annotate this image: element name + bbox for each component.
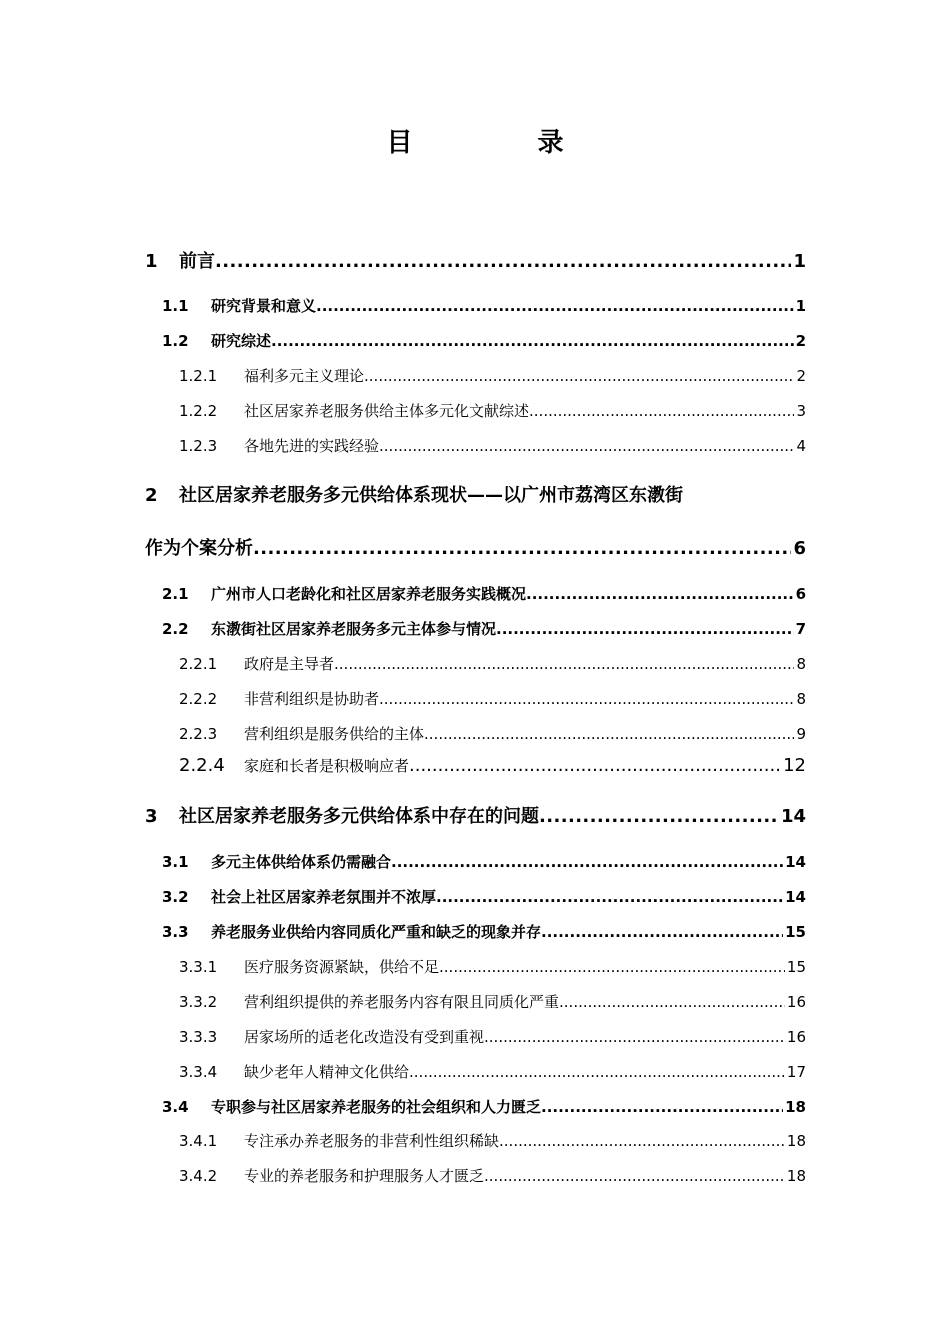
toc-entry-3-1[interactable] (162, 851, 806, 872)
toc-entry-3-3-1[interactable] (179, 956, 806, 977)
toc-leader (253, 538, 791, 559)
toc-page: 18 (786, 1167, 806, 1185)
toc-number: 1.2 (162, 332, 189, 350)
toc-label: 非营利组织是协助者 (244, 690, 380, 708)
toc-number: 3.3.2 (179, 993, 218, 1011)
toc-entry-2-2-4[interactable] (179, 755, 806, 776)
toc-label: 社区居家养老服务多元供给体系现状——以广州市荔湾区东漖街 (179, 485, 683, 506)
toc-entry-2-continuation[interactable] (145, 534, 806, 560)
toc-entry-1-1[interactable] (162, 295, 806, 316)
toc-label: 专业的养老服务和护理服务人才匮乏 (244, 1167, 485, 1185)
toc-leader (316, 297, 794, 315)
toc-page: 6 (793, 538, 806, 559)
toc-number: 2.2.3 (179, 725, 218, 743)
toc-entry-1-2-3[interactable] (179, 435, 806, 456)
toc-entry-1-2-1[interactable] (179, 365, 806, 386)
toc-number: 1 (145, 251, 158, 272)
toc-leader (559, 993, 785, 1011)
toc-page: 4 (796, 437, 806, 455)
toc-entry-1[interactable] (145, 247, 806, 273)
toc-label: 社区居家养老服务供给主体多元化文献综述 (244, 402, 530, 420)
toc-entry-1-2-2[interactable] (179, 400, 806, 421)
toc-entry-3-4-1[interactable] (179, 1130, 806, 1151)
toc-leader (541, 1098, 783, 1116)
toc-label: 福利多元主义理论 (244, 367, 365, 385)
toc-page: 18 (786, 1132, 806, 1150)
toc-entry-2-2-1[interactable] (179, 653, 806, 674)
toc-label: 多元主体供给体系仍需融合 (211, 853, 392, 871)
toc-number: 3.4.1 (179, 1132, 218, 1150)
toc-label: 研究综述 (211, 332, 272, 350)
toc-label: 政府是主导者 (244, 655, 335, 673)
toc-number: 1.2.2 (179, 402, 218, 420)
toc-entry-1-2[interactable] (162, 330, 806, 351)
toc-number: 1.2.1 (179, 367, 218, 385)
toc-leader (436, 888, 783, 906)
toc-label: 养老服务业供给内容同质化严重和缺乏的现象并存 (211, 923, 542, 941)
toc-page: 16 (786, 1028, 806, 1046)
toc-label: 各地先进的实践经验 (244, 437, 380, 455)
toc-entry-3-3-4[interactable] (179, 1061, 806, 1082)
toc-leader (541, 923, 783, 941)
toc-number: 2.2.2 (179, 690, 218, 708)
toc-leader (271, 332, 794, 350)
toc-entry-3-4-2[interactable] (179, 1165, 806, 1186)
toc-entry-2-1[interactable] (162, 583, 806, 604)
toc-number: 3.4.2 (179, 1167, 218, 1185)
toc-leader (484, 1028, 785, 1046)
toc-leader (499, 1132, 785, 1150)
toc-number: 3.3 (162, 923, 189, 941)
toc-leader (484, 1167, 785, 1185)
toc-page: 16 (786, 993, 806, 1011)
page-title: 目 录 (386, 128, 622, 158)
toc-entry-2-2-3[interactable] (179, 723, 806, 744)
toc-label: 营利组织提供的养老服务内容有限且同质化严重 (244, 993, 560, 1011)
toc-leader (424, 725, 794, 743)
toc-entry-3-3[interactable] (162, 921, 806, 942)
toc-page: 8 (796, 655, 806, 673)
toc-number: 2 (145, 485, 158, 506)
toc-entry-3-2[interactable] (162, 886, 806, 907)
toc-leader (391, 853, 783, 871)
toc-page: 15 (785, 923, 806, 941)
toc-page: 3 (796, 402, 806, 420)
toc-number: 1.2.3 (179, 437, 218, 455)
toc-page: 7 (795, 620, 806, 638)
toc-leader (215, 251, 791, 272)
toc-entry-3-4[interactable] (162, 1096, 806, 1117)
toc-leader (496, 620, 794, 638)
toc-label: 营利组织是服务供给的主体 (244, 725, 425, 743)
toc-label: 家庭和长者是积极响应者 (244, 757, 410, 775)
toc-entry-3-3-2[interactable] (179, 991, 806, 1012)
toc-entry-3-3-3[interactable] (179, 1026, 806, 1047)
toc-entry-2-2-2[interactable] (179, 688, 806, 709)
toc-label: 社会上社区居家养老氛围并不浓厚 (211, 888, 437, 906)
toc-entry-2[interactable] (145, 481, 806, 507)
toc-leader (379, 690, 794, 708)
toc-leader (409, 755, 781, 776)
toc-leader (529, 402, 794, 420)
toc-label: 东漖街社区居家养老服务多元主体参与情况 (211, 620, 497, 638)
toc-page: 1 (793, 251, 806, 272)
toc-number: 3.3.3 (179, 1028, 218, 1046)
toc-page: 6 (795, 585, 806, 603)
toc-label: 社区居家养老服务多元供给体系中存在的问题 (179, 806, 539, 827)
toc-leader (526, 585, 794, 603)
toc-number: 3.3.4 (179, 1063, 218, 1081)
toc-label: 医疗服务资源紧缺，供给不足 (244, 958, 440, 976)
toc-leader (364, 367, 794, 385)
toc-page: 18 (785, 1098, 806, 1116)
toc-label: 专注承办养老服务的非营利性组织稀缺 (244, 1132, 500, 1150)
toc-number: 2.2.1 (179, 655, 218, 673)
toc-label: 缺少老年人精神文化供给 (244, 1063, 410, 1081)
toc-number: 2.1 (162, 585, 189, 603)
toc-entry-2-2[interactable] (162, 618, 806, 639)
toc-number: 2.2 (162, 620, 189, 638)
toc-page: 2 (796, 367, 806, 385)
toc-leader (379, 437, 794, 455)
toc-page: 12 (783, 755, 806, 776)
toc-number: 3 (145, 806, 158, 827)
toc-label-continuation: 作为个案分析 (145, 538, 253, 559)
toc-number: 3.2 (162, 888, 189, 906)
toc-number: 3.4 (162, 1098, 189, 1116)
toc-page: 9 (796, 725, 806, 743)
toc-number: 2.2.4 (179, 755, 225, 776)
toc-page: 8 (796, 690, 806, 708)
toc-label: 居家场所的适老化改造没有受到重视 (244, 1028, 485, 1046)
toc-page: 14 (785, 853, 806, 871)
toc-page: 15 (786, 958, 806, 976)
toc-label: 广州市人口老龄化和社区居家养老服务实践概况 (211, 585, 527, 603)
toc-leader (539, 806, 779, 827)
toc-label: 研究背景和意义 (211, 297, 317, 315)
toc-page: 2 (795, 332, 806, 350)
toc-leader (409, 1063, 785, 1081)
toc-leader (439, 958, 785, 976)
toc-number: 1.1 (162, 297, 189, 315)
toc-label: 专职参与社区居家养老服务的社会组织和人力匮乏 (211, 1098, 542, 1116)
toc-number: 3.1 (162, 853, 189, 871)
toc-leader (334, 655, 794, 673)
toc-page: 1 (795, 297, 806, 315)
toc-page: 17 (786, 1063, 806, 1081)
toc-page: 14 (780, 806, 806, 827)
toc-entry-3[interactable] (145, 802, 806, 828)
toc-number: 3.3.1 (179, 958, 218, 976)
toc-label: 前言 (179, 251, 215, 272)
toc-page: 14 (785, 888, 806, 906)
